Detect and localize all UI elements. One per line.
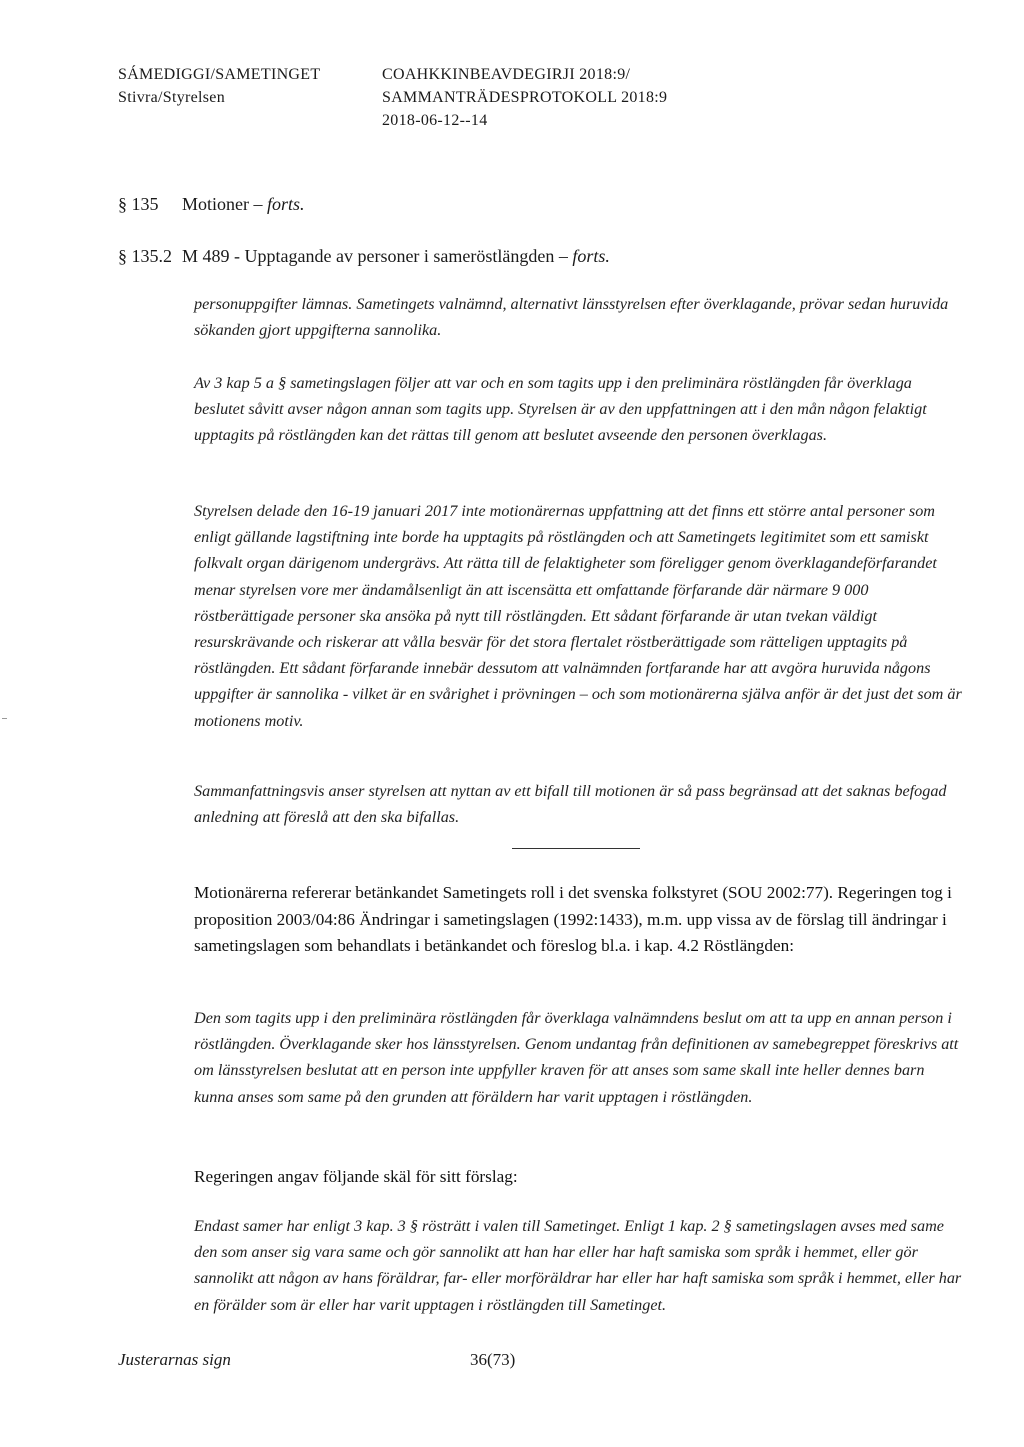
header-organization [118, 63, 320, 109]
paragraph-2-text: Av 3 kap 5 a § sametingslagen följer att var och en som tagits upp i den preliminära röstlängden får överklaga beslutet såvitt avser någon annan som tagits upp. Styrelsen är av den uppfattningen att i den mån någon felaktigt upptagits på röstlängden kan det rättas till genom att beslutet avseende den personen överklagas. [194, 374, 927, 445]
subsection-number: § 135.2 [118, 246, 172, 266]
page-number: 36(73) [470, 1350, 516, 1369]
subsection-title: M 489 - Upptagande av personer i sameröstlängden – [182, 246, 573, 266]
paragraph-5 [194, 880, 976, 960]
paragraph-7-text: Regeringen angav följande skäl för sitt förslag: [194, 1167, 518, 1186]
subsection-title-suffix: forts. [572, 246, 610, 266]
separator-line [512, 848, 640, 849]
paragraph-2 [194, 370, 964, 449]
quote-paragraph-1 [194, 1005, 964, 1110]
quote-paragraph-2 [194, 1213, 964, 1318]
paragraph-5-text: Motionärerna refererar betänkandet Sametingets roll i det svenska folkstyret (SOU 2002:77). Regeringen tog i proposition 2003/04:86 Ändringar i sametingslagen (1992:1433), m.m. upp vissa av de förslag till ändringar i sametingslagen som behandlats i betänkandet och föreslog bl.a. i kap. 4.2 Röstlängden: [194, 883, 952, 955]
signature-label: Justerarnas sign [118, 1350, 231, 1369]
paragraph-3 [194, 498, 964, 734]
paragraph-1-text: personuppgifter lämnas. Sametingets valnämnd, alternativt länsstyrelsen efter överklagande, prövar sedan huruvida sökanden gjort uppgifterna sannolika. [194, 295, 949, 340]
header-protocol-sami: COAHKKINBEAVDEGIRJI 2018:9/ [382, 66, 631, 83]
subsection-heading [118, 244, 610, 268]
paragraph-4-text: Sammanfattningsvis anser styrelsen att nyttan av ett bifall till motionen är så pass begränsad att det saknas befogad anledning att föreslå att den ska bifallas. [194, 782, 947, 827]
section-heading [118, 192, 305, 216]
header-org-name: SÁMEDIGGI/SAMETINGET [118, 66, 321, 83]
quote-paragraph-1-text: Den som tagits upp i den preliminära röstlängden får överklaga valnämndens beslut om att ta upp en annan person i röstlängden. Överklagande sker hos länsstyrelsen. Genom undantag från definitionen av samebegreppet föreskrivs att om länsstyrelsen beslutat att en person inte uppfyller kraven för att anses som same skall inte heller dennes barn kunna anses som same på den grunden att föräldern har varit upptagen i röstlängden. [194, 1009, 959, 1106]
header-protocol-swedish: SAMMANTRÄDESPROTOKOLL 2018:9 [382, 89, 668, 106]
paragraph-4 [194, 778, 964, 830]
header-date: 2018-06-12--14 [382, 112, 488, 129]
section-number: § 135 [118, 194, 159, 214]
scan-margin-mark [2, 718, 7, 719]
section-title-suffix: forts. [267, 194, 305, 214]
section-title: Motioner – [182, 194, 267, 214]
paragraph-7 [194, 1164, 964, 1191]
paragraph-3-text: Styrelsen delade den 16-19 januari 2017 inte motionärernas uppfattning att det finns ett större antal personer som enligt gällande lagstiftning inte borde ha upptagits på röstlängden och att Sametingets legitimitet som ett samiskt folkvalt organ därigenom undergrävs. Att rätta till de felaktigheter som föreligger genom överklagandeförfarandet menar styrelsen vore mer ändamålsenligt än att iscensätta ett omfattande förfarande där närmare 9 000 röstberättigade personer ska ansöka på nytt till röstlängden. Ett sådant förfarande är utan tvekan väldigt resurskrävande och riskerar att vålla besvär för det stora flertalet röstberättigade som rätteligen upptagits på röstlängden. Ett sådant förfarande innebär dessutom att valnämnden fortfarande har att avgöra huruvida någons uppgifter är sannolika - vilket är en svårighet i prövningen – och som motionärerna själva anför är det just det som är motionens motiv. [194, 502, 962, 730]
header-org-unit: Stivra/Styrelsen [118, 89, 226, 106]
quote-paragraph-2-text: Endast samer har enligt 3 kap. 3 § rösträtt i valen till Sametinget. Enligt 1 kap. 2 § sametingslagen avses med same den som anser sig vara same och gör sannolikt att han har eller har haft samiska som språk i hemmet, eller gör sannolikt att någon av hans föräldrar, far- eller morföräldrar har eller har haft samiska som språk i hemmet, eller har en förälder som är eller har varit upptagen i röstlängden till Sametinget. [194, 1217, 962, 1314]
header-document-info [382, 63, 667, 132]
paragraph-1 [194, 291, 964, 343]
